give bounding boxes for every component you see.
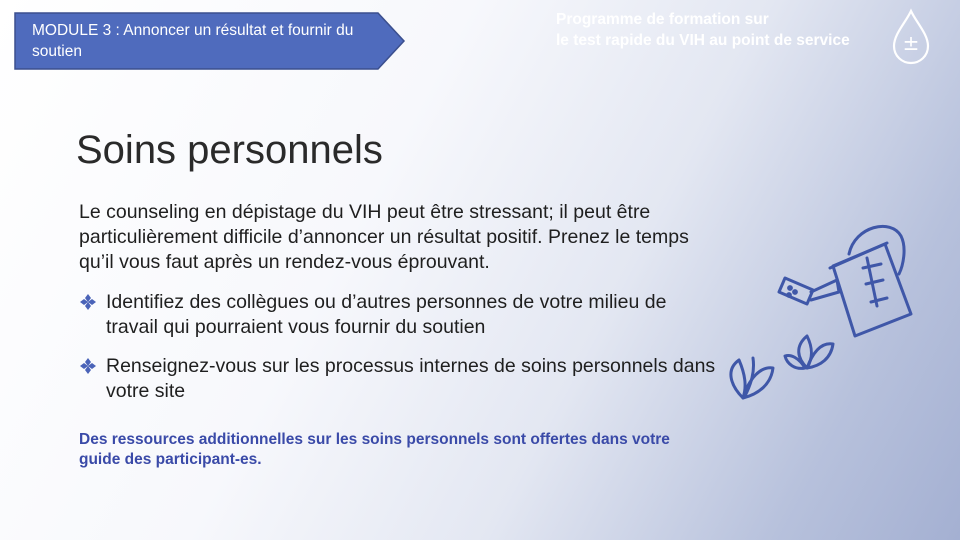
program-title [556,9,896,51]
bullet-text: Renseignez-vous sur les processus internes de soins personnels dans votre site [106,355,716,402]
module-label: MODULE 3 : Annoncer un résultat et fournir du soutien [32,22,354,60]
bullet-item [79,354,719,404]
resource-note: Des ressources additionnelles sur les soins personnels sont offertes dans votre guide des participant-es. [79,431,670,468]
slide-title: Soins personnels [76,128,383,172]
plus-minus-drop-icon [888,8,934,71]
drop-symbol: ± [902,31,920,55]
diamond-bullet-icon [79,293,97,311]
watering-can-plants-icon [715,208,915,418]
bullet-item [79,290,719,340]
program-title-line2: le test rapide du VIH au point de service [556,32,850,49]
intro-paragraph: Le counseling en dépistage du VIH peut être stressant; il peut être particulièrement difficile d’annoncer un résultat positif. Prenez le temps qu’il vous faut après un rendez-vous éprouvant. [79,201,689,273]
diamond-bullet-icon [79,357,97,375]
module-banner [14,12,406,70]
bullet-text: Identifiez des collègues ou d’autres personnes de votre milieu de travail qui pourraient vous fournir du soutien [106,291,667,338]
program-title-line1: Programme de formation sur [556,11,769,28]
